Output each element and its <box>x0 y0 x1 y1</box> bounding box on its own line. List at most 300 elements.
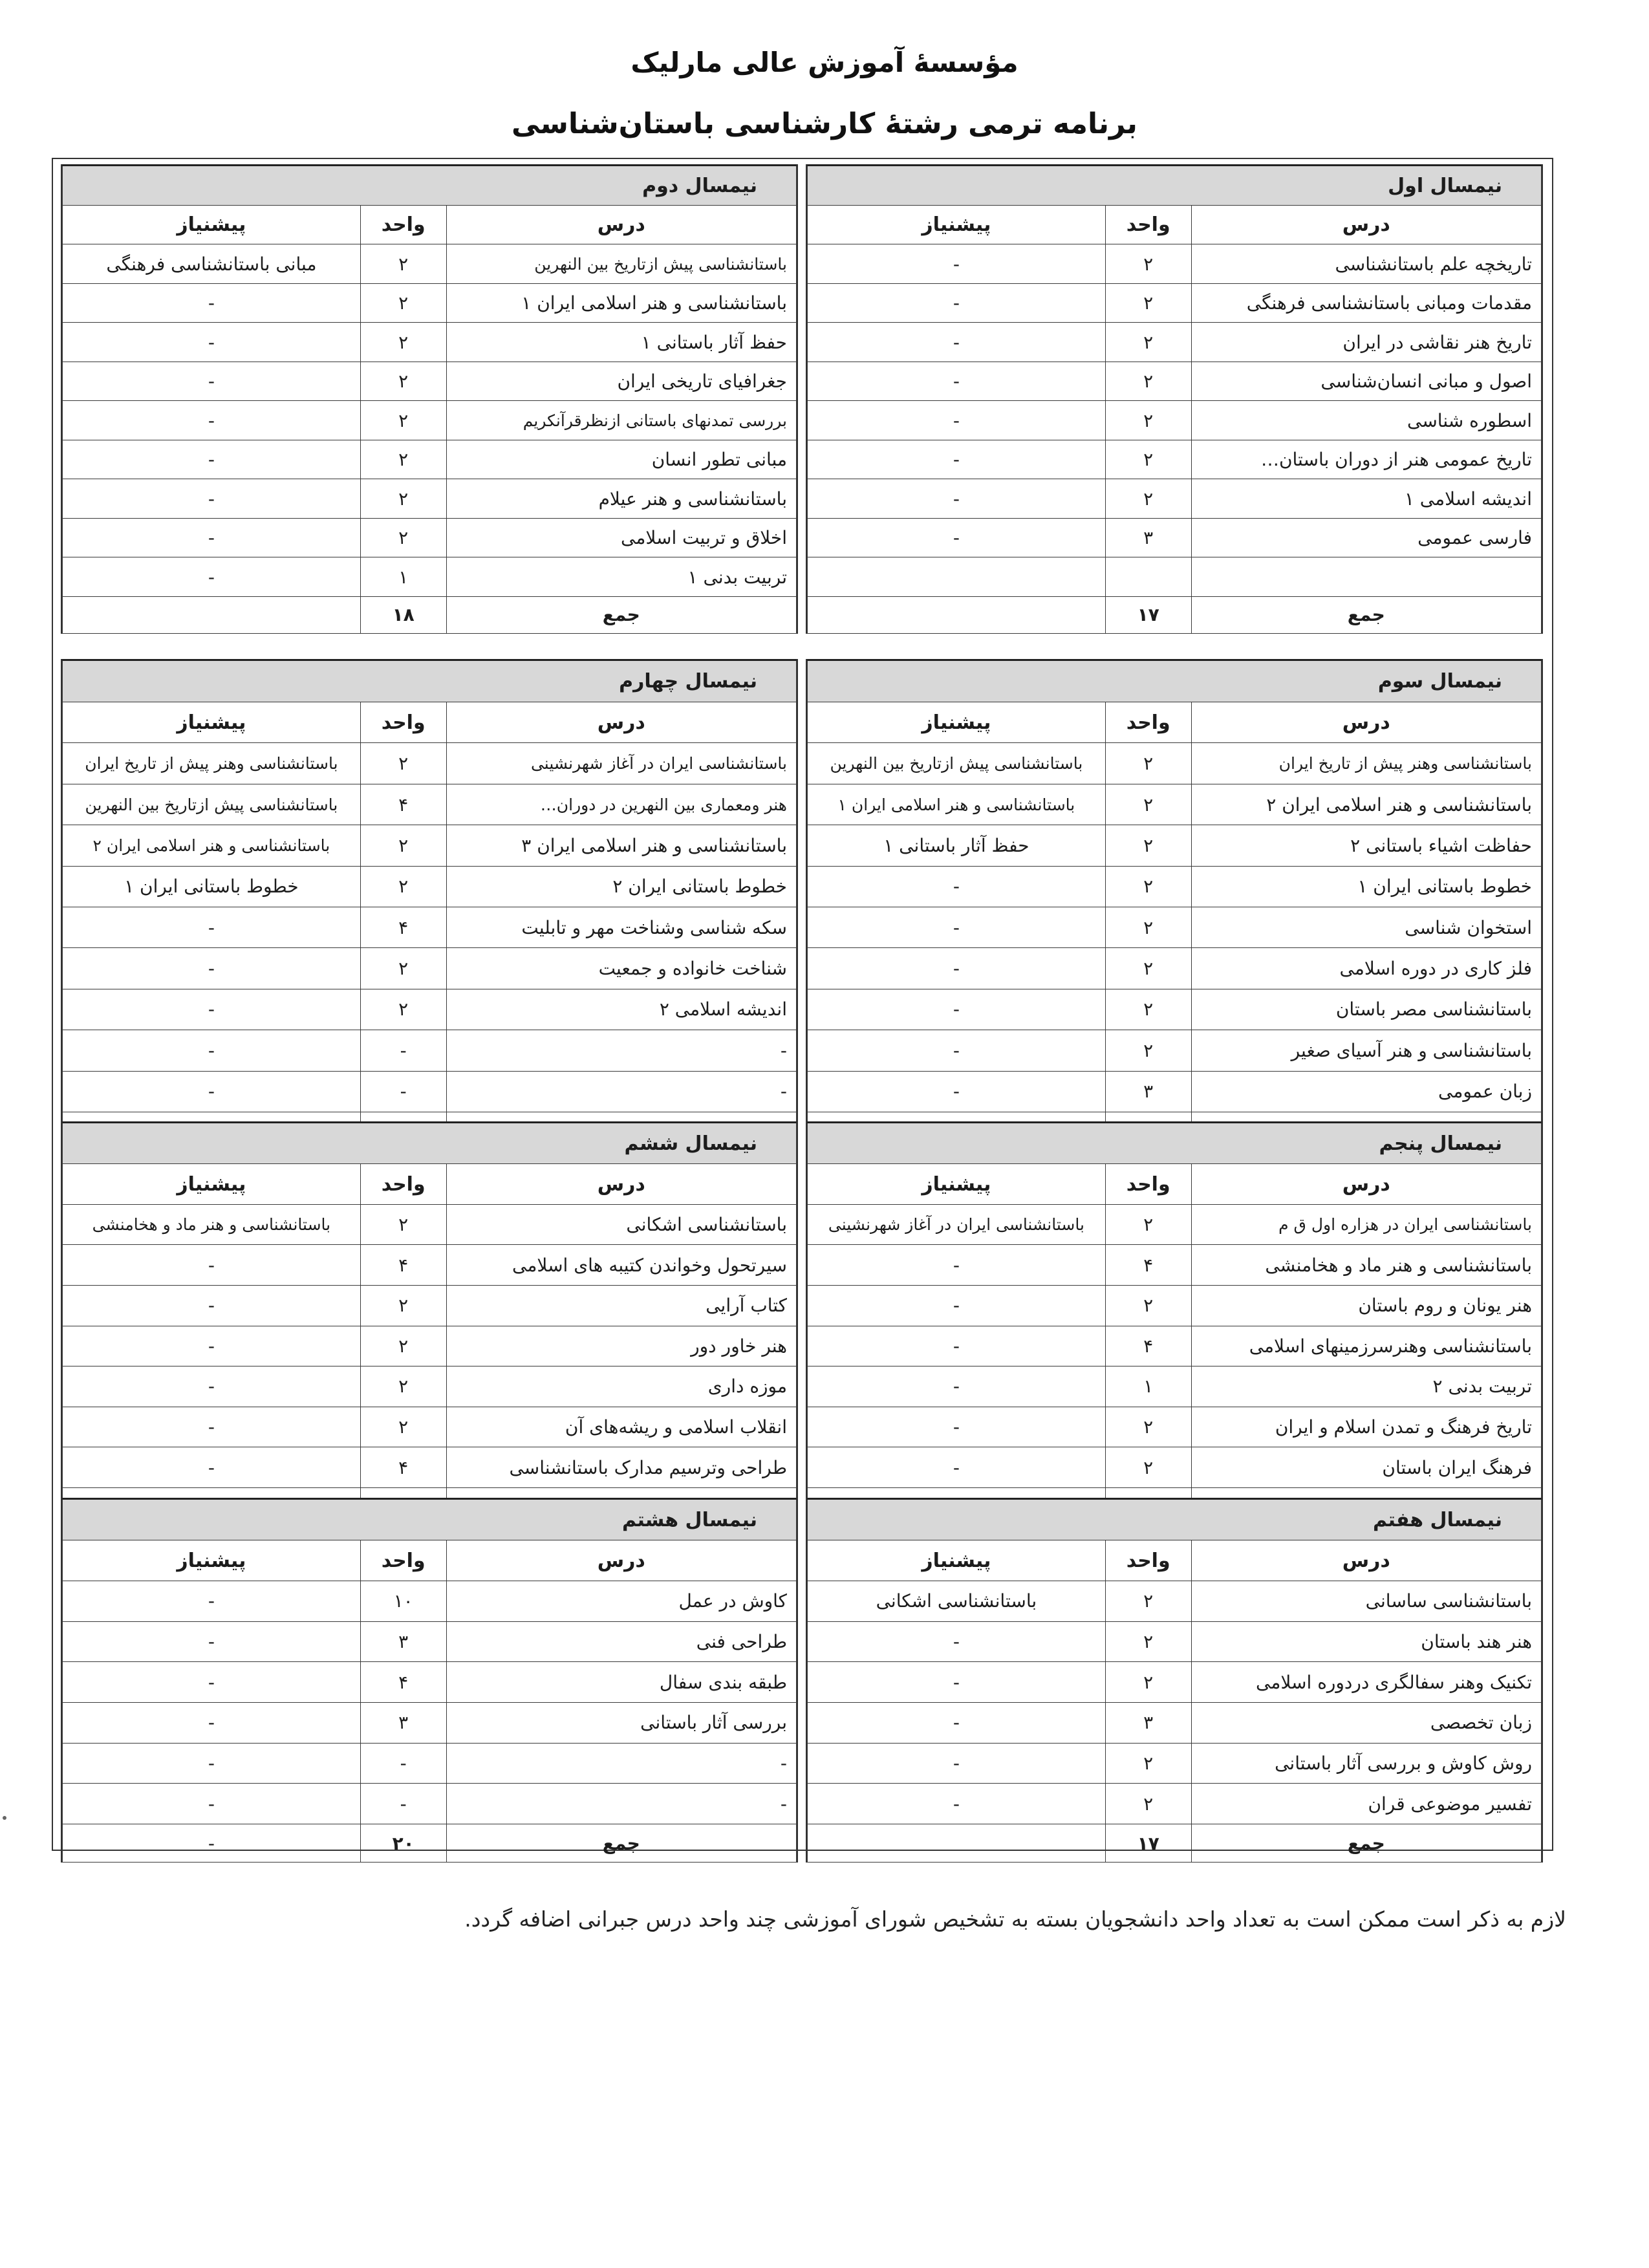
course-name: اصول و مبانی انسان‌شناسی <box>1191 362 1541 401</box>
program-title: برنامه ترمی رشتهٔ کارشناسی باستان‌شناسی <box>512 107 1137 140</box>
course-row <box>63 1447 797 1488</box>
prereq-column-header: پیشنیاز <box>808 1164 1106 1205</box>
course-row <box>808 401 1542 440</box>
course-name: - <box>446 1743 796 1784</box>
semester-block <box>61 659 798 1151</box>
course-units: ۲ <box>360 866 446 907</box>
total-units: ۱۷ <box>1105 1824 1191 1863</box>
course-row <box>63 1326 797 1366</box>
course-prereq: - <box>63 323 361 362</box>
course-prereq: - <box>63 1245 361 1286</box>
semester-title-row <box>808 1123 1542 1164</box>
course-name: فرهنگ ایران باستان <box>1191 1447 1541 1488</box>
course-units: ۲ <box>1105 1447 1191 1488</box>
course-prereq: - <box>808 1703 1106 1744</box>
course-units: ۲ <box>1105 1030 1191 1071</box>
course-name: بررسی آثار باستانی <box>446 1703 796 1744</box>
semester-block <box>806 164 1543 634</box>
course-prereq: - <box>63 479 361 519</box>
course-row <box>63 743 797 784</box>
course-name: باستانشناسی اشکانی <box>446 1204 796 1245</box>
course-row <box>63 1743 797 1784</box>
course-prereq: - <box>63 1581 361 1622</box>
course-row <box>808 948 1542 989</box>
course-units: ۳ <box>360 1703 446 1744</box>
course-name: باستانشناسی و هنر اسلامی ایران ۲ <box>1191 784 1541 825</box>
course-name: استخوان شناسی <box>1191 907 1541 948</box>
course-name: طراحی وترسیم مدارک باستانشناسی <box>446 1447 796 1488</box>
course-prereq: - <box>808 479 1106 519</box>
course-prereq: - <box>808 283 1106 323</box>
course-units: ۲ <box>360 440 446 479</box>
course-row <box>63 948 797 989</box>
units-column-header: واحد <box>360 1164 446 1205</box>
total-row <box>63 1824 797 1863</box>
course-name: شناخت خانواده و جمعیت <box>446 948 796 989</box>
course-prereq: خطوط باستانی ایران ۱ <box>63 866 361 907</box>
course-prereq: - <box>63 1407 361 1447</box>
course-row <box>63 323 797 362</box>
course-prereq: - <box>808 989 1106 1030</box>
course-units: - <box>360 1743 446 1784</box>
course-units: ۲ <box>360 1326 446 1366</box>
semester-block <box>61 164 798 634</box>
course-row <box>808 1703 1542 1744</box>
course-name: اخلاق و تربیت اسلامی <box>446 518 796 557</box>
total-prereq-empty <box>808 1824 1106 1863</box>
course-row <box>808 1071 1542 1112</box>
course-name: هنر هند باستان <box>1191 1621 1541 1662</box>
semester-title: نیمسال هفتم <box>808 1499 1542 1540</box>
course-prereq: باستانشناسی پیش ازتاریخ بین النهرین <box>63 784 361 825</box>
semester-title-row <box>63 660 797 702</box>
course-prereq: - <box>808 440 1106 479</box>
course-row <box>808 557 1542 597</box>
course-row <box>63 784 797 825</box>
course-units: ۲ <box>1105 1407 1191 1447</box>
course-name: تربیت بدنی ۲ <box>1191 1366 1541 1407</box>
course-name: تفسیر موضوعی قران <box>1191 1784 1541 1824</box>
course-prereq: - <box>808 518 1106 557</box>
course-prereq: - <box>63 362 361 401</box>
units-column-header: واحد <box>1105 206 1191 244</box>
course-row <box>63 825 797 866</box>
total-label: جمع <box>1191 1824 1541 1863</box>
semester-title-row <box>63 166 797 206</box>
course-units: ۲ <box>360 948 446 989</box>
course-name: انقلاب اسلامی و ریشه‌های آن <box>446 1407 796 1447</box>
course-row <box>808 825 1542 866</box>
total-label: جمع <box>446 1824 796 1863</box>
course-row <box>63 362 797 401</box>
course-units: ۲ <box>1105 1581 1191 1622</box>
course-prereq: - <box>808 1743 1106 1784</box>
course-prereq: - <box>63 948 361 989</box>
course-name: باستانشناسی پیش ازتاریخ بین النهرین <box>446 244 796 284</box>
units-column-header: واحد <box>360 206 446 244</box>
course-prereq: - <box>808 1621 1106 1662</box>
column-header-row <box>63 702 797 743</box>
units-column-header: واحد <box>360 1540 446 1581</box>
column-header-row <box>63 1540 797 1581</box>
semester-table <box>62 659 797 1151</box>
course-row <box>63 1366 797 1407</box>
course-row <box>808 866 1542 907</box>
course-row <box>808 244 1542 284</box>
course-units: - <box>360 1071 446 1112</box>
course-units: ۳ <box>1105 1703 1191 1744</box>
semester-table <box>807 1121 1542 1526</box>
course-name: خطوط باستانی ایران ۲ <box>446 866 796 907</box>
semester-table <box>62 1498 797 1863</box>
course-row <box>63 518 797 557</box>
semester-table <box>62 164 797 634</box>
semester-block <box>806 1498 1543 1863</box>
semester-table <box>807 659 1542 1151</box>
course-units: ۴ <box>1105 1326 1191 1366</box>
course-name: هنر ومعماری بین النهرین در دوران… <box>446 784 796 825</box>
course-prereq: - <box>63 1621 361 1662</box>
course-name: فلز کاری در دوره اسلامی <box>1191 948 1541 989</box>
total-row <box>63 596 797 633</box>
semester-title: نیمسال ششم <box>63 1123 797 1164</box>
course-column-header: درس <box>446 1164 796 1205</box>
course-name: اسطوره شناسی <box>1191 401 1541 440</box>
course-prereq: - <box>808 1326 1106 1366</box>
course-name: روش کاوش و بررسی آثار باستانی <box>1191 1743 1541 1784</box>
course-row <box>808 1366 1542 1407</box>
institution-title: مؤسسهٔ آموزش عالی مارلیک <box>630 47 1018 78</box>
semester-table <box>807 164 1542 634</box>
course-row <box>808 1030 1542 1071</box>
course-name: تکنیک وهنر سفالگری دردوره اسلامی <box>1191 1662 1541 1703</box>
course-row <box>63 1407 797 1447</box>
prereq-column-header: پیشنیاز <box>63 1164 361 1205</box>
units-column-header: واحد <box>360 702 446 743</box>
course-row <box>63 283 797 323</box>
course-name: باستانشناسی ساسانی <box>1191 1581 1541 1622</box>
course-row <box>808 1743 1542 1784</box>
course-units: ۴ <box>360 907 446 948</box>
course-prereq: - <box>808 1071 1106 1112</box>
course-column-header: درس <box>1191 702 1541 743</box>
total-label: جمع <box>446 596 796 633</box>
course-prereq: - <box>63 1743 361 1784</box>
course-prereq: - <box>63 907 361 948</box>
course-name: هنر یونان و روم باستان <box>1191 1285 1541 1326</box>
course-units: - <box>360 1030 446 1071</box>
total-prereq-empty <box>808 596 1106 633</box>
course-row <box>808 1285 1542 1326</box>
course-units: ۲ <box>1105 1621 1191 1662</box>
course-row <box>63 866 797 907</box>
course-row <box>808 362 1542 401</box>
course-name: باستانشناسی و هنر ماد و هخامنشی <box>1191 1245 1541 1286</box>
course-units: ۲ <box>1105 283 1191 323</box>
course-name: - <box>446 1784 796 1824</box>
course-row <box>63 1703 797 1744</box>
prereq-column-header: پیشنیاز <box>63 1540 361 1581</box>
course-units: - <box>360 1784 446 1824</box>
course-column-header: درس <box>446 206 796 244</box>
course-name: موزه داری <box>446 1366 796 1407</box>
course-units: ۲ <box>1105 1204 1191 1245</box>
total-prereq: - <box>63 1824 361 1863</box>
units-column-header: واحد <box>1105 1540 1191 1581</box>
course-units: ۲ <box>1105 989 1191 1030</box>
course-units: ۳ <box>1105 1071 1191 1112</box>
semester-title: نیمسال اول <box>808 166 1542 206</box>
course-name: باستانشناسی و هنر اسلامی ایران ۳ <box>446 825 796 866</box>
course-units: ۲ <box>1105 479 1191 519</box>
course-name: تاریخچه علم باستانشناسی <box>1191 244 1541 284</box>
semester-title-row <box>63 1123 797 1164</box>
semester-title: نیمسال چهارم <box>63 660 797 702</box>
course-row <box>63 557 797 597</box>
course-units: ۲ <box>1105 440 1191 479</box>
total-row <box>808 1824 1542 1863</box>
column-header-row <box>808 206 1542 244</box>
course-prereq: باستانشناسی و هنر اسلامی ایران ۲ <box>63 825 361 866</box>
total-label: جمع <box>1191 596 1541 633</box>
semester-block <box>61 1498 798 1863</box>
course-prereq: - <box>808 1407 1106 1447</box>
prereq-column-header: پیشنیاز <box>63 702 361 743</box>
total-row <box>808 596 1542 633</box>
course-units: ۱ <box>360 557 446 597</box>
total-units: ۱۸ <box>360 596 446 633</box>
course-units: ۲ <box>1105 743 1191 784</box>
course-name: تربیت بدنی ۱ <box>446 557 796 597</box>
course-prereq: - <box>808 866 1106 907</box>
course-units: ۱۰ <box>360 1581 446 1622</box>
course-units: ۱ <box>1105 1366 1191 1407</box>
course-row <box>808 1245 1542 1286</box>
course-name: - <box>446 1071 796 1112</box>
course-prereq: - <box>808 244 1106 284</box>
course-name: سیرتحول وخواندن کتیبه های اسلامی <box>446 1245 796 1286</box>
course-units: ۳ <box>1105 518 1191 557</box>
course-row <box>63 244 797 284</box>
course-prereq: - <box>63 989 361 1030</box>
course-prereq: - <box>808 1447 1106 1488</box>
course-name: زبان عمومی <box>1191 1071 1541 1112</box>
course-row <box>808 1204 1542 1245</box>
course-name: خطوط باستانی ایران ۱ <box>1191 866 1541 907</box>
course-prereq: - <box>808 1245 1106 1286</box>
course-row <box>808 1581 1542 1622</box>
semester-block <box>61 1121 798 1526</box>
course-units: ۲ <box>1105 866 1191 907</box>
course-units: ۲ <box>1105 1743 1191 1784</box>
course-units: ۲ <box>360 244 446 284</box>
semester-table <box>807 1498 1542 1863</box>
course-units: ۲ <box>1105 825 1191 866</box>
course-prereq: - <box>808 907 1106 948</box>
course-units: ۲ <box>1105 1662 1191 1703</box>
course-units: ۴ <box>360 1662 446 1703</box>
course-prereq: - <box>808 1285 1106 1326</box>
course-row <box>808 283 1542 323</box>
course-prereq: - <box>63 440 361 479</box>
course-name: باستانشناسی و هنر آسیای صغیر <box>1191 1030 1541 1071</box>
course-prereq: - <box>63 1285 361 1326</box>
semester-title: نیمسال هشتم <box>63 1499 797 1540</box>
course-name: باستانشناسی و هنر اسلامی ایران ۱ <box>446 283 796 323</box>
course-prereq: باستانشناسی اشکانی <box>808 1581 1106 1622</box>
course-row <box>808 989 1542 1030</box>
course-name: - <box>446 1030 796 1071</box>
course-prereq: باستانشناسی وهنر پیش از تاریخ ایران <box>63 743 361 784</box>
course-units: ۲ <box>1105 907 1191 948</box>
course-name: جغرافیای تاریخی ایران <box>446 362 796 401</box>
course-row <box>808 1447 1542 1488</box>
semester-title: نیمسال سوم <box>808 660 1542 702</box>
course-prereq: - <box>63 1784 361 1824</box>
column-header-row <box>63 1164 797 1205</box>
course-prereq: - <box>808 1662 1106 1703</box>
column-header-row <box>808 702 1542 743</box>
course-name: فارسی عمومی <box>1191 518 1541 557</box>
course-name: باستانشناسی وهنر پیش از تاریخ ایران <box>1191 743 1541 784</box>
semester-table <box>62 1121 797 1526</box>
course-prereq: - <box>63 1030 361 1071</box>
course-prereq: باستانشناسی و هنر اسلامی ایران ۱ <box>808 784 1106 825</box>
course-row <box>808 518 1542 557</box>
course-name: سکه شناسی وشناخت مهر و تابلیت <box>446 907 796 948</box>
total-units: ۲۰ <box>360 1824 446 1863</box>
course-units: ۲ <box>1105 784 1191 825</box>
course-units: ۲ <box>360 825 446 866</box>
course-units <box>1105 557 1191 597</box>
scan-speck <box>3 1816 6 1820</box>
course-prereq: - <box>63 557 361 597</box>
course-prereq: باستانشناسی و هنر ماد و هخامنشی <box>63 1204 361 1245</box>
course-units: ۲ <box>360 1366 446 1407</box>
course-units: ۲ <box>1105 1285 1191 1326</box>
course-name: باستانشناسی ایران در آغاز شهرنشینی <box>446 743 796 784</box>
course-row <box>63 1621 797 1662</box>
course-units: ۴ <box>360 1245 446 1286</box>
course-units: ۲ <box>1105 948 1191 989</box>
course-row <box>808 1407 1542 1447</box>
prereq-column-header: پیشنیاز <box>808 702 1106 743</box>
course-prereq: - <box>63 1326 361 1366</box>
course-units: ۲ <box>1105 362 1191 401</box>
course-row <box>63 1784 797 1824</box>
course-row <box>63 1071 797 1112</box>
course-name: اندیشه اسلامی ۲ <box>446 989 796 1030</box>
course-name: طراحی فنی <box>446 1621 796 1662</box>
course-prereq: - <box>808 1784 1106 1824</box>
course-prereq: مبانی باستانشناسی فرهنگی <box>63 244 361 284</box>
semester-block <box>806 1121 1543 1526</box>
course-units: ۲ <box>360 283 446 323</box>
course-name <box>1191 557 1541 597</box>
semester-title: نیمسال پنجم <box>808 1123 1542 1164</box>
course-column-header: درس <box>1191 1164 1541 1205</box>
course-name: باستانشناسی مصر باستان <box>1191 989 1541 1030</box>
course-row <box>808 743 1542 784</box>
course-units: ۲ <box>360 401 446 440</box>
course-prereq: - <box>808 401 1106 440</box>
course-prereq: - <box>63 401 361 440</box>
course-units: ۲ <box>360 1204 446 1245</box>
prereq-column-header: پیشنیاز <box>63 206 361 244</box>
course-row <box>63 1030 797 1071</box>
course-name: کتاب آرایی <box>446 1285 796 1326</box>
course-name: مقدمات ومبانی باستانشناسی فرهنگی <box>1191 283 1541 323</box>
units-column-header: واحد <box>1105 702 1191 743</box>
course-units: ۴ <box>1105 1245 1191 1286</box>
course-row <box>808 1662 1542 1703</box>
course-row <box>808 479 1542 519</box>
course-row <box>63 907 797 948</box>
course-name: طبقه بندی سفال <box>446 1662 796 1703</box>
semester-title-row <box>63 1499 797 1540</box>
course-prereq: - <box>808 362 1106 401</box>
course-name: حفاظت اشیاء باستانی ۲ <box>1191 825 1541 866</box>
semester-title-row <box>808 660 1542 702</box>
prereq-column-header: پیشنیاز <box>808 1540 1106 1581</box>
course-row <box>63 1581 797 1622</box>
course-row <box>808 1326 1542 1366</box>
course-name: زبان تخصصی <box>1191 1703 1541 1744</box>
course-name: مبانی تطور انسان <box>446 440 796 479</box>
total-prereq-empty <box>63 596 361 633</box>
course-name: حفظ آثار باستانی ۱ <box>446 323 796 362</box>
course-prereq: - <box>808 323 1106 362</box>
course-units: ۲ <box>1105 401 1191 440</box>
course-name: بررسی تمدنهای باستانی ازنظرقرآنکریم <box>446 401 796 440</box>
course-row <box>63 1204 797 1245</box>
course-row <box>808 440 1542 479</box>
course-prereq <box>808 557 1106 597</box>
course-name: باستانشناسی ایران در هزاره اول ق م <box>1191 1204 1541 1245</box>
course-prereq: - <box>63 1662 361 1703</box>
course-row <box>808 1784 1542 1824</box>
semester-title: نیمسال دوم <box>63 166 797 206</box>
course-row <box>63 479 797 519</box>
course-row <box>63 440 797 479</box>
course-units: ۲ <box>360 362 446 401</box>
course-row <box>63 1245 797 1286</box>
semester-title-row <box>808 1499 1542 1540</box>
course-prereq: - <box>63 1366 361 1407</box>
column-header-row <box>808 1540 1542 1581</box>
semester-block <box>806 659 1543 1151</box>
course-units: ۲ <box>360 479 446 519</box>
course-prereq: حفظ آثار باستانی ۱ <box>808 825 1106 866</box>
course-units: ۲ <box>360 518 446 557</box>
course-column-header: درس <box>446 702 796 743</box>
course-prereq: - <box>808 948 1106 989</box>
course-name: باستانشناسی و هنر عیلام <box>446 479 796 519</box>
course-column-header: درس <box>446 1540 796 1581</box>
course-column-header: درس <box>1191 206 1541 244</box>
course-row <box>63 1662 797 1703</box>
course-units: ۲ <box>1105 323 1191 362</box>
course-units: ۲ <box>360 323 446 362</box>
course-prereq: - <box>808 1366 1106 1407</box>
course-column-header: درس <box>1191 1540 1541 1581</box>
course-units: ۳ <box>360 1621 446 1662</box>
course-row <box>63 989 797 1030</box>
course-name: اندیشه اسلامی ۱ <box>1191 479 1541 519</box>
course-prereq: - <box>63 1703 361 1744</box>
course-name: باستانشناسی وهنرسرزمینهای اسلامی <box>1191 1326 1541 1366</box>
semester-title-row <box>808 166 1542 206</box>
